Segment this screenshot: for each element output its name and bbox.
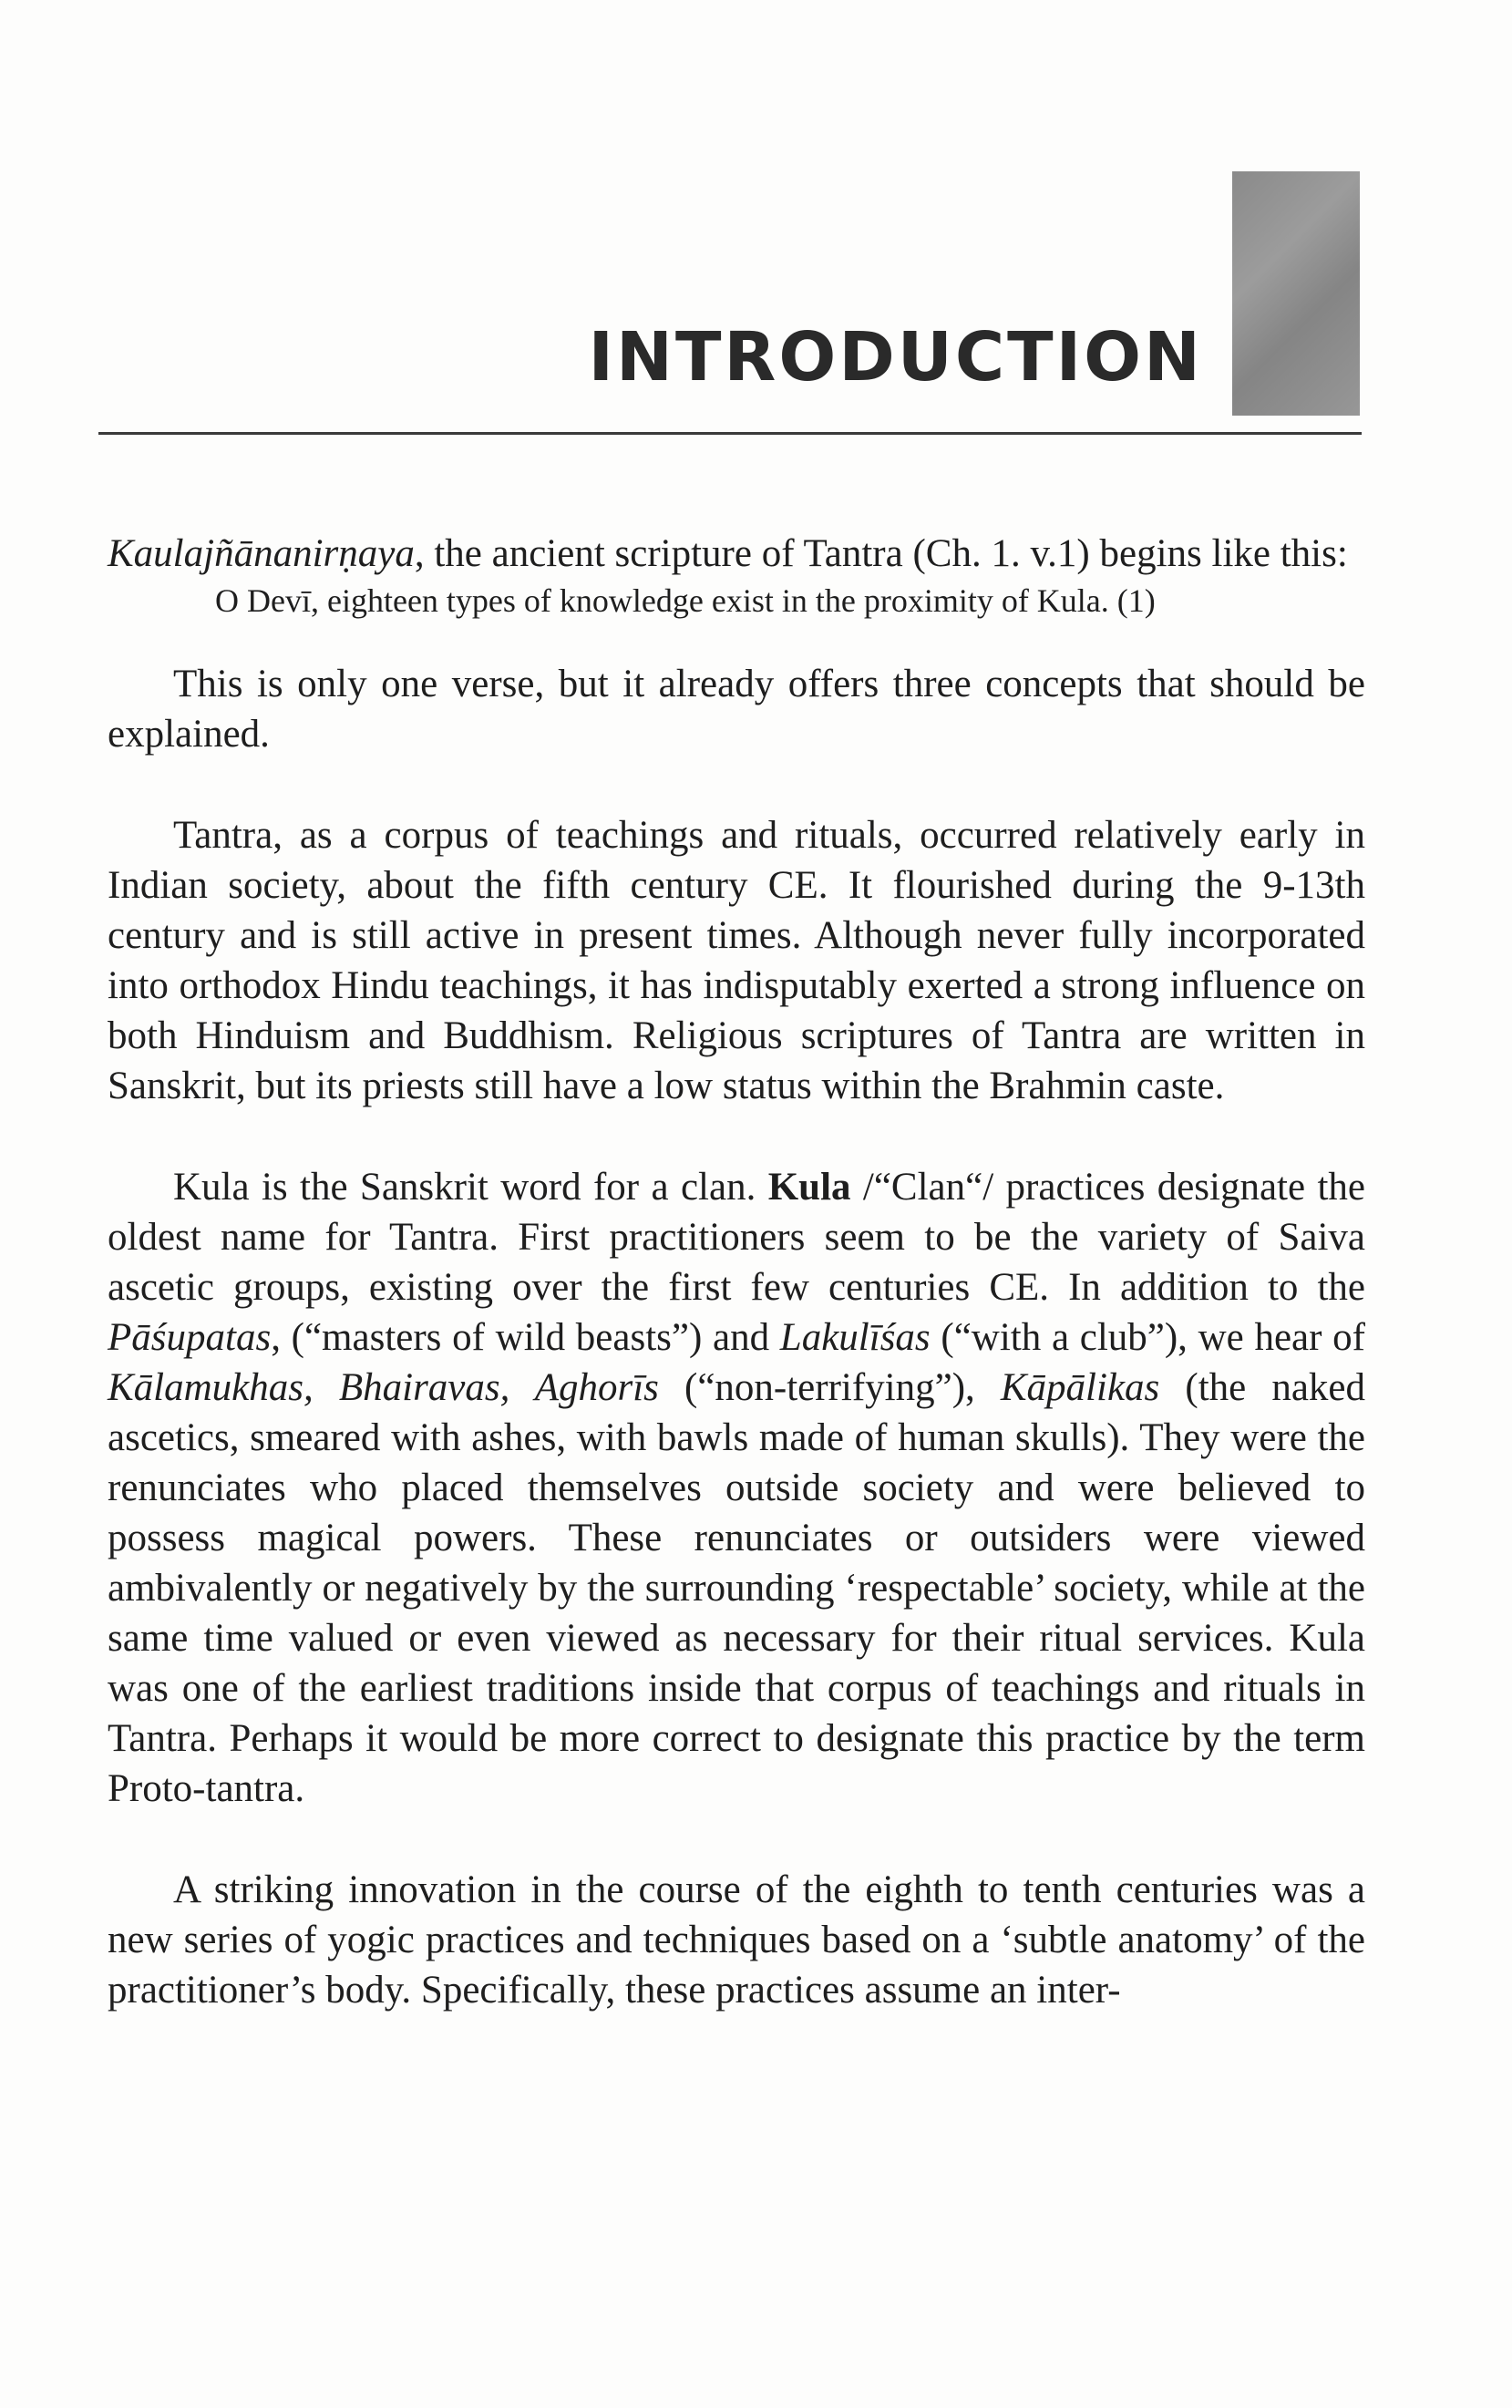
p4-text-e: (“non-terrifying”), — [658, 1366, 1001, 1409]
paragraph-4 — [108, 1162, 1365, 1814]
paragraph-2: This is only one verse, but it already offers three concepts that should be explained. — [108, 663, 1365, 756]
p4-text-f: (the naked ascetics, smeared with ashes, with bawls made of human skulls). They were the renunciates who placed themselves outside society and were believed to possess magical powers. These renunciates or outsiders were viewed ambivalently or negatively by the surrounding ‘respectable’ society, while at the same time valued or even viewed as necessary for their ritual services. Kula was one of the earliest traditions inside that corpus of teachings and rituals in Tantra. Perhaps it would be more correct to designate this practice by the term Proto-tantra. — [108, 1366, 1366, 1810]
body-text — [108, 529, 1365, 2015]
term-pasupatas: Pāśupatas — [108, 1316, 272, 1359]
scripture-name: Kaulajñānanirṇaya — [108, 532, 415, 575]
kula-term: Kula — [767, 1166, 851, 1209]
chapter-title: INTRODUCTION — [588, 318, 1203, 396]
term-lakulisas: Lakulīśas — [779, 1316, 931, 1359]
term-kalamukhas: Kālamukhas, Bhairavas, Aghorīs — [108, 1366, 659, 1409]
paragraph-1-text: , the ancient scripture of Tantra (Ch. 1. v.1) begins like this: — [414, 532, 1348, 575]
p4-text-c: , (“masters of wild beasts”) and — [271, 1316, 780, 1359]
paragraph-1 — [108, 529, 1365, 579]
paragraph-3: Tantra, as a corpus of teachings and rituals, occurred relatively early in Indian society, about the fifth century CE. It flourished during the 9-13th century and is still active in present times. Although never fully incorporated into orthodox Hindu teachings, it has indisputably exerted a strong influence on both Hinduism and Buddhism. Religious scriptures of Tantra are written in Sanskrit, but its priests still have a low status within the Brahmin caste. — [108, 814, 1365, 1107]
verse-quote: O Devī, eighteen types of knowledge exist in the proximity of Kula. (1) — [215, 582, 1156, 619]
p4-text-d: (“with a club”), we hear of — [930, 1316, 1365, 1359]
p4-text-b: /“Clan“/ practices designate the oldest name for Tantra. First practitioners seem to be the variety of Saiva ascetic groups, existing over the first few centuries CE. In addition to the — [108, 1166, 1365, 1309]
paragraph-5: A striking innovation in the course of the eighth to tenth centuries was a new series of yogic practices and techniques based on a ‘subtle anatomy’ of the practitioner’s body. Specifically, these practices assume an inter- — [108, 1868, 1365, 2012]
title-rule-divider — [98, 432, 1362, 435]
term-kapalikas: Kāpālikas — [1000, 1366, 1160, 1409]
p4-text-a: Kula is the Sanskrit word for a clan. — [173, 1166, 768, 1209]
chapter-tab-decoration — [1232, 171, 1360, 416]
